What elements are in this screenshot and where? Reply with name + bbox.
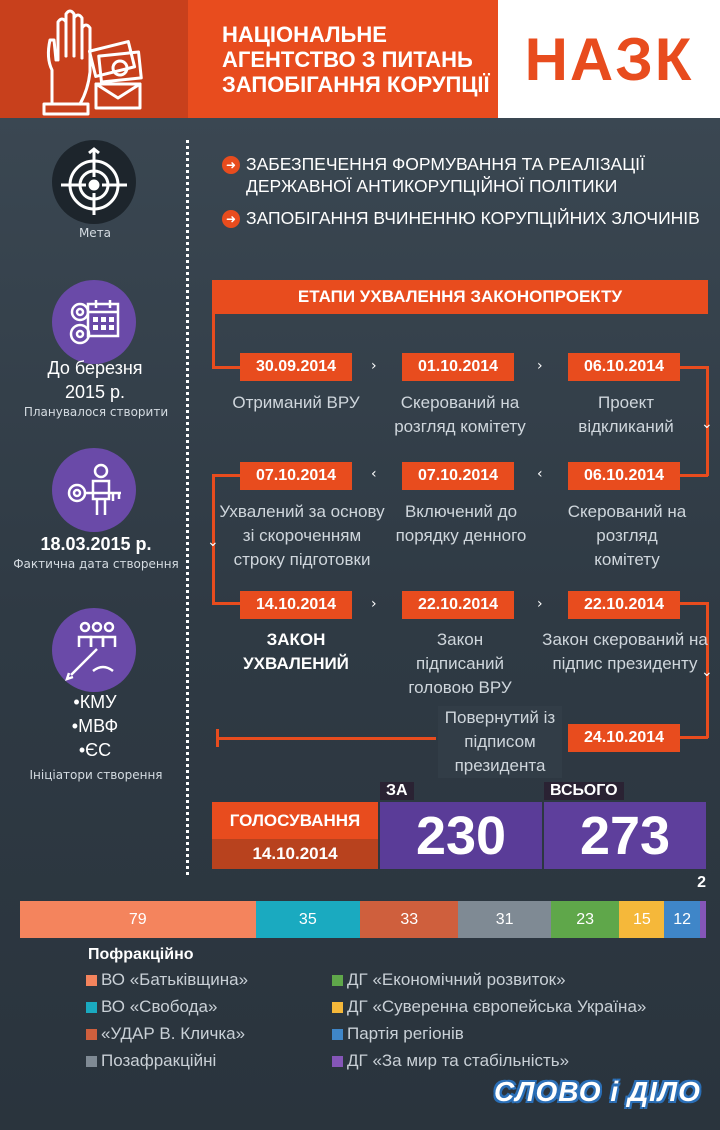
vote-for-value: 230 bbox=[415, 805, 507, 866]
faction-bar-segment bbox=[20, 901, 256, 938]
stage-label-2: Скерований на розгляд комітету bbox=[394, 393, 526, 436]
stage-label-7: ЗАКОН УХВАЛЕНИЙ bbox=[243, 630, 349, 673]
vote-total-caption: ВСЬОГО bbox=[544, 782, 624, 800]
stage-date-text: 22.10.2014 bbox=[417, 596, 499, 613]
target-circle bbox=[52, 140, 136, 224]
initiators-list bbox=[40, 690, 150, 762]
key-person-icon bbox=[63, 459, 125, 521]
stage-date-6 bbox=[568, 462, 680, 490]
chevron-left-icon: ‹ bbox=[371, 466, 377, 482]
planned-line-2: 2015 р. bbox=[64, 382, 126, 402]
connector-line bbox=[212, 474, 240, 477]
vote-date-box bbox=[212, 839, 378, 869]
title-line-1: НАЦІОНАЛЬНЕ bbox=[222, 21, 387, 47]
connector-line bbox=[212, 602, 240, 605]
connector-line bbox=[212, 314, 215, 368]
initiator-es: •ЄС bbox=[78, 740, 112, 760]
stage-date-text: 30.09.2014 bbox=[255, 358, 337, 375]
stage-label-8: Закон підписаний головою ВРУ bbox=[408, 630, 512, 697]
stage-date-3 bbox=[568, 353, 680, 381]
faction-bar-label: 23 bbox=[576, 910, 595, 928]
stage-label-4: Ухвалений за основу зі скороченням строку підготовки bbox=[219, 502, 385, 569]
agency-abbr: НАЗК bbox=[524, 25, 694, 93]
actual-circle bbox=[52, 448, 136, 532]
faction-bar-label: 15 bbox=[632, 910, 651, 928]
legend-title: Пофракційно bbox=[88, 946, 194, 963]
faction-bar-segment bbox=[458, 901, 550, 938]
legend-label: «УДАР В. Кличка» bbox=[101, 1024, 246, 1043]
stage-label-1: Отриманий ВРУ bbox=[232, 393, 360, 412]
stage-date-9 bbox=[568, 591, 680, 619]
chevron-down-icon: ⌄ bbox=[701, 664, 713, 680]
calendar-gears-icon bbox=[64, 292, 124, 352]
connector-line bbox=[680, 736, 708, 739]
brand-text: СЛОВО і ДІЛО bbox=[494, 1076, 701, 1107]
divider-dotted bbox=[186, 140, 189, 875]
legend-item bbox=[332, 970, 566, 990]
target-icon bbox=[59, 147, 129, 217]
legend-swatch bbox=[86, 975, 97, 986]
legend-swatch bbox=[332, 975, 343, 986]
abbr-box bbox=[498, 0, 720, 118]
connector-line bbox=[680, 474, 708, 477]
faction-bar-segment bbox=[256, 901, 360, 938]
faction-bar-segment bbox=[700, 901, 706, 938]
goal-1: ЗАБЕЗПЕЧЕННЯ ФОРМУВАННЯ ТА РЕАЛІЗАЦІЇ ДЕРЖАВНОЇ АНТИКОРУПЦІЙНОЇ ПОЛІТИКИ bbox=[246, 154, 645, 196]
hand-money-icon bbox=[0, 0, 188, 118]
stage-label-10: Повернутий із підписом президента bbox=[438, 706, 562, 778]
initiator-mvf: •МВФ bbox=[71, 716, 119, 736]
stage-label-5: Включений до порядку денного bbox=[395, 502, 527, 545]
planned-line-1: До березня bbox=[47, 358, 143, 378]
legend-label: ДГ «Економічний розвиток» bbox=[347, 970, 566, 989]
stage-date-text: 01.10.2014 bbox=[417, 358, 499, 375]
legend-label: Партія регіонів bbox=[347, 1024, 464, 1043]
stage-date-5 bbox=[402, 462, 514, 490]
stage-date-text: 14.10.2014 bbox=[255, 596, 337, 613]
legend-item bbox=[332, 1024, 464, 1044]
connector-line bbox=[218, 737, 436, 740]
stages-title-box bbox=[212, 280, 708, 314]
faction-bar-label: 12 bbox=[673, 910, 691, 928]
title-line-2: АГЕНТСТВО З ПИТАНЬ bbox=[222, 46, 473, 72]
actual-date: 18.03.2015 р. bbox=[40, 534, 152, 554]
stage-date-text: 06.10.2014 bbox=[583, 358, 665, 375]
stage-date-8 bbox=[402, 591, 514, 619]
stage-date-text: 06.10.2014 bbox=[583, 467, 665, 484]
arrow-right-icon: ➜ bbox=[222, 156, 240, 174]
stage-date-10 bbox=[568, 724, 680, 752]
goal-caption: Мета bbox=[78, 226, 112, 240]
vote-label: ГОЛОСУВАННЯ bbox=[229, 810, 361, 830]
stage-date-text: 07.10.2014 bbox=[417, 467, 499, 484]
title-line-3: ЗАПОБІГАННЯ КОРУПЦІЇ bbox=[222, 71, 490, 97]
faction-bar-segment bbox=[360, 901, 458, 938]
planned-caption: Планувалося створити bbox=[23, 405, 169, 419]
legend-swatch bbox=[332, 1002, 343, 1013]
brand-logo bbox=[490, 1072, 705, 1112]
stages-title: ЕТАПИ УХВАЛЕННЯ ЗАКОНОПРОЕКТУ bbox=[297, 287, 623, 306]
connector-line bbox=[680, 602, 708, 605]
arrow-right-icon: ➜ bbox=[222, 210, 240, 228]
legend-label: ДГ «Суверенна європейська Україна» bbox=[347, 997, 647, 1016]
legend-item bbox=[332, 1051, 569, 1071]
chevron-left-icon: ‹ bbox=[537, 466, 543, 482]
chevron-right-icon: › bbox=[537, 358, 543, 374]
vote-for-caption: ЗА bbox=[380, 782, 414, 800]
legend-item bbox=[86, 1051, 216, 1071]
chevron-right-icon: › bbox=[371, 358, 377, 374]
legend-swatch bbox=[86, 1056, 97, 1067]
chevron-down-icon: ⌄ bbox=[701, 416, 713, 432]
chevron-right-icon: › bbox=[537, 596, 543, 612]
stage-date-text: 24.10.2014 bbox=[583, 729, 665, 746]
chevron-right-icon: › bbox=[371, 596, 377, 612]
vote-date: 14.10.2014 bbox=[252, 844, 338, 863]
planned-circle bbox=[52, 280, 136, 364]
chevron-down-icon: ⌄ bbox=[207, 534, 219, 550]
stage-label-9: Закон скерований на підпис президенту bbox=[542, 630, 708, 673]
title-box bbox=[188, 0, 498, 118]
faction-bar-label: 31 bbox=[495, 910, 514, 928]
legend-item bbox=[86, 1024, 245, 1044]
faction-bar-segment bbox=[664, 901, 700, 938]
legend-label: Позафракційні bbox=[101, 1051, 217, 1070]
legend-label: ДГ «За мир та стабільність» bbox=[347, 1051, 570, 1070]
legend-swatch bbox=[86, 1002, 97, 1013]
stage-date-2 bbox=[402, 353, 514, 381]
vote-total-box bbox=[544, 802, 706, 869]
connector-line bbox=[216, 729, 219, 747]
faction-bar-label: 79 bbox=[128, 910, 147, 928]
logo-box bbox=[0, 0, 188, 118]
faction-bar-label: 33 bbox=[400, 910, 419, 928]
stage-date-4 bbox=[240, 462, 352, 490]
stage-date-text: 22.10.2014 bbox=[583, 596, 665, 613]
faction-bar-label: 35 bbox=[298, 910, 317, 928]
vote-total-value: 273 bbox=[579, 805, 671, 866]
stage-date-text: 07.10.2014 bbox=[255, 467, 337, 484]
goal-2: ЗАПОБІГАННЯ ВЧИНЕННЮ КОРУПЦІЙНИХ ЗЛОЧИНІВ bbox=[246, 208, 700, 228]
legend-item bbox=[332, 997, 646, 1017]
legend-swatch bbox=[332, 1056, 343, 1067]
legend-label: ВО «Свобода» bbox=[101, 997, 218, 1016]
vote-label-box bbox=[212, 802, 378, 839]
initiators-caption: Ініціатори створення bbox=[29, 768, 163, 782]
faction-bar-label-outside: 2 bbox=[697, 874, 706, 891]
planned-date bbox=[10, 356, 180, 404]
legend-swatch bbox=[86, 1029, 97, 1040]
legend-label: ВО «Батьківщина» bbox=[101, 970, 249, 989]
agency-title bbox=[222, 22, 490, 97]
faction-bar bbox=[20, 901, 706, 938]
legend-swatch bbox=[332, 1029, 343, 1040]
stage-label-6: Скерований на розгляд комітету bbox=[567, 502, 687, 569]
stage-date-7 bbox=[240, 591, 352, 619]
stage-date-1 bbox=[240, 353, 352, 381]
initiators-circle bbox=[52, 608, 136, 692]
vote-for-box bbox=[380, 802, 542, 869]
legend-item bbox=[86, 997, 217, 1017]
faction-bar-segment bbox=[619, 901, 664, 938]
connector-line bbox=[212, 366, 240, 369]
faction-bar-segment bbox=[551, 901, 620, 938]
legend-item bbox=[86, 970, 248, 990]
header bbox=[0, 0, 720, 118]
connector-line bbox=[680, 366, 708, 369]
stage-label-3: Проект відкликаний bbox=[578, 393, 674, 436]
people-pen-icon bbox=[63, 619, 125, 681]
initiator-kmu: •КМУ bbox=[73, 692, 117, 712]
actual-caption: Фактична дата створення bbox=[13, 557, 179, 571]
